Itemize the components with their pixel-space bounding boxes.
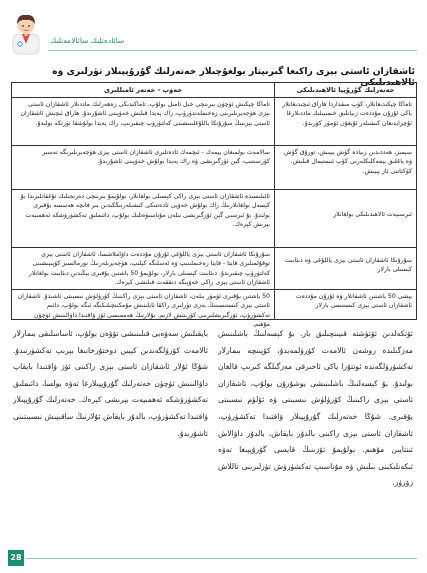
page-number: 28 <box>8 550 24 566</box>
header-risk-groups: خەتەرلىك گۇرۇپپا ئالاھىدىلىكى <box>296 86 395 94</box>
table-cell-reason: ئائىلىسىدە ئاشقازان ئاستى بېزى راكى كېسىلى بولغانلار، بولۇپمۇ بىرىنچى دەرىجىلىك تۇغقانلىرىدا بۇ كېسەل بولغانلارنىڭ راك بولۇش خەۋپى ئادەتتىكى كىشىلەرنىڭكىدىن بىر قانچە ھەسسە يۇقىرى بولىدۇ. بۇ ئىرسىي گېن ئۆزگىرىشى بىلەن مۇناسىۋەتلىك بولۇپ، دائىملىق تەكشۈرۈشكە ئەھمىيەت بېرىش كېرەك. <box>12 190 275 247</box>
table-row <box>12 290 416 329</box>
table-cell-risk: ئىرسىيەت ئالاھىدىلىكى بولغانلار <box>333 211 412 218</box>
table-header-row <box>12 83 416 98</box>
table-cell-reason: تاماكا چېكىش ئۈچۈن بىرىنچى خىل ئامىل بولۇپ، تاماكىدىكى زەھەرلىك ماددىلار ئاشقازان ئاستى بېزى ھۈجەيرىلىرىنى زەخىملەندۈرۈپ، راك پەيدا قىلىش خەۋپىنى ئاشۇرىدۇ. ھاراق ئىچىش ئاشقازان ئاستى بېزىنىڭ سۇرۇنكا ياللۇغلىنىشىنى كەلتۈرۈپ چىقىرىپ، راك پەيدا بولۇشقا تۈرتكە بولىدۇ. <box>12 98 275 145</box>
table-cell-risk: سۇرۇنكا ئاشقازان ئاستى بېزى ياللۇغى ۋە دىئابىت كېسىلى بارلار <box>284 257 412 274</box>
header-divider <box>48 50 417 51</box>
table-cell-risk: تاماكا چېكىدىغانلار، كۆپ مىقداردا ھاراق ئىچىدىغانلار ياكى ئۇزۇن مۇددەت زىيانلىق خىمىيىلىك ماددىلارغا ئۇچرايدىغان كىشىلەر ئۇيغۇن ئۆمۈر كۆرىدۇ. <box>282 101 412 127</box>
table-cell-reason: سالامەت بولمىغان يېمەك - ئىچمەك ئادەتلىرى ئاشقازان ئاستى بېزى ھۈجەيرىلىرىگە تەسىر كۆرسىتىپ، گېن ئۆزگىرىشى ۋە راك پەيدا بولۇش خەۋپىنى ئاشۇرىدۇ. <box>12 146 275 189</box>
header-title: سائادەتلىك سائالامەتلىك <box>50 36 125 45</box>
page-header <box>0 0 427 60</box>
table-cell-risk: سېمىز، ھەددىدىن زىيادە گۆش يېيىش، تورۇق گۆش ۋە ياغلىق يېمەكلىكلەرنى كۆپ ئىستېمال قىلىش، كۆكتاتنى ئاز يېيىش. <box>284 149 412 175</box>
table-cell-risk: يېشى 50 ياشتىن ئاشقانلار ۋە ئۇزۇن مۇددەت ئاشقازان ئاستى بېزى كىستىسى بارلار <box>295 293 412 310</box>
table-row <box>12 190 416 248</box>
footer-divider <box>26 558 417 559</box>
table-cell-reason: سۇرۇنكا ئاشقازان ئاستى بېزى ياللۇغى ئۇزۇن مۇددەت داۋاملاشسا، ئاشقازان ئاستى بېزى توقۇلمىلىرى قايتا - قايتا زەخىملىنىپ ۋە ئەسلىگە كېلىپ، ھۈجەيرىلەرنىڭ نورمالسىز كۆپىيىشىنى كەلتۈرۈپ چىقىرىدۇ. دىئابىت كېسىلى بارلار، بولۇپمۇ 50 ياشتىن يۇقىرى يېڭىدىن دىئابىت بولغانلار ئاشقازان ئاستى بېزى راكى خەۋپىگە دىققەت قىلىشى كېرەك. <box>12 248 275 289</box>
header-risk-factors: خەۋپ - خەتەر ئامىللىرى <box>12 83 275 97</box>
doctor-avatar-icon <box>8 10 44 54</box>
body-text-right-column: ئۆتكەلدىن ئۆتۈشتە قىيىنچىلىق بار. بۇ كېسەلنىڭ باشلىنىش مەزگىلىدە روشەن ئالامەت كۆرۈلمەيدۇ، كۆپىنچە بىمارلار تەكشۈرۈلگەندە ئوتتۇرا ياكى ئاخىرقى مەزگىلگە كىرىپ قالغان بولىدۇ. بۇ كېسەلنىڭ باشلىنىشى يوشۇرۇن بولۇپ، ئاشقازان ئاستى بېزى راكىنىڭ كۆرۈلۈش نىسبىتى ۋە ئۆلۈم نىسبىتى يۇقىرى. شۇڭا خەتەرلىك گۇرۇپپىلار ۋاقتىدا تەكشۈرۈپ، ئاشقازان ئاستى بېزى راكىنى بالدۇر بايقاش، بالدۇر داۋالاش ئىنتايىن مۇھىم. بولۇپمۇ ئۆزىنىڭ قايسى گۇرۇپپىغا تەۋە ئىكەنلىكىنى بىلىش ۋە مۇناسىپ تەكشۈرۈش تۈرلىرىنى تاللاش زۆرۈر. <box>218 329 413 488</box>
body-text-left-column: بايقىلىش سەۋەبى قىلىنىشى تۆۋەن بولۇپ، ئاساسلىقى بىمارلار ئالامەت كۆرۈلگەندىن كېيىن دوختۇرخانىغا بېرىپ تەكشۈرتىدۇ. شۇڭا ئۇلار ئاشقازان ئاستى بېزى راكىنى ئۆز ۋاقتىدا بايقاپ داۋالىنىش ئۈچۈن خەتەرلىك گۇرۇپپىلارغا تەۋە بولسا، دائىملىق تەكشۈرۈشكە ئەھمىيەت بېرىشى كېرەك. خەتەرلىك گۇرۇپپىلار ۋاقتىدا تەكشۈرۈپ، بالدۇر بايقاش ئۇلارنىڭ ساقىيىش نىسبىتىنى ئاشۇرىدۇ. <box>13 329 208 438</box>
table-row <box>12 146 416 190</box>
table-row <box>12 98 416 146</box>
section-title: ئاشقازان ئاستى بېزى راكىغا گىرىپتار بولغۇچىلار خەتەرلىك گۇرۇپپىلار تۈرلىرى ۋە ئالاھىدىلىكى <box>52 66 415 88</box>
risk-table <box>11 82 417 329</box>
table-cell-reason: 50 ياشتىن يۇقىرى ئۆمۈر بىلەن، ئاشقازان ئاستى بېزى راكىنىڭ كۆرۈلۈش نىسبىتى ئاشىدۇ. ئاشقازان ئاستى بېزى كىستىسىنىڭ بەزى تۈرلىرى راكقا ئايلىنىش مۇمكىنچىلىكىگە ئىگە بولۇپ، دائىم تەكشۈرۈپ، ئۆزگىرىشلىرىنى كۆزىتىش لازىم. بۇلارنىڭ ھەممىسى ئۆز ۋاقتىدا داۋالىنىش ئۈچۈن مۇھىم. <box>12 290 275 319</box>
table-row <box>12 248 416 290</box>
